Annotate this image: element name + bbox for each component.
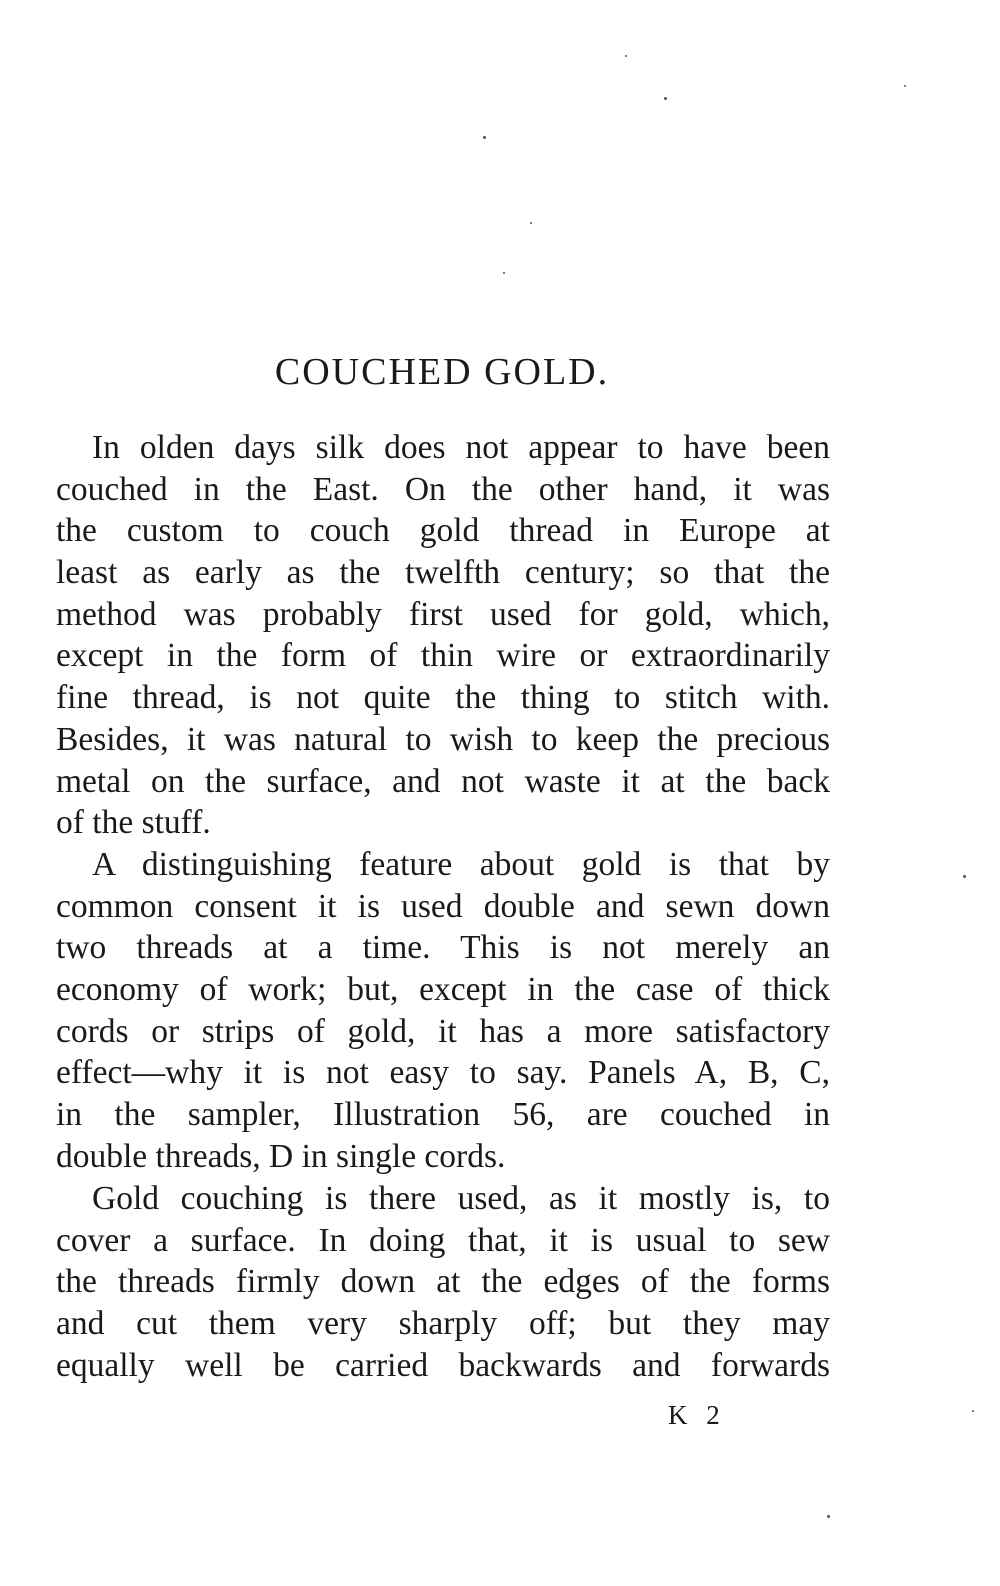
text-line: A distinguishing feature about gold is that by — [92, 846, 830, 883]
signature-mark: K 2 — [668, 1400, 726, 1430]
title-text: COUCHED GOLD. — [274, 351, 610, 393]
page-title — [0, 350, 1000, 394]
text-line: and cut them very sharply off; but they may — [56, 1305, 830, 1343]
print-speck — [664, 97, 667, 100]
print-speck — [827, 1515, 830, 1518]
text-line: two threads at a time. This is not merely an — [56, 929, 830, 967]
text-line: effect—why it is not easy to say. Panels A, B, C, — [56, 1054, 830, 1092]
text-line: of the stuff. — [56, 804, 211, 842]
print-speck — [904, 85, 906, 87]
text-line: common consent it is used double and sewn down — [56, 887, 830, 925]
text-line: economy of work; but, except in the case of thick — [56, 971, 830, 1009]
text-line: the threads firmly down at the edges of the forms — [56, 1263, 830, 1301]
print-speck — [972, 1410, 974, 1412]
paragraph-1 — [56, 427, 830, 844]
text-line: the custom to couch gold thread in Europe at — [56, 512, 830, 550]
print-speck — [483, 136, 486, 139]
print-speck — [625, 55, 627, 57]
text-line: metal on the surface, and not waste it at the back — [56, 762, 830, 800]
text-line: in the sampler, Illustration 56, are couched in — [56, 1096, 830, 1134]
text-line: double threads, D in single cords. — [56, 1137, 506, 1175]
text-line: cords or strips of gold, it has a more satisfactory — [56, 1012, 830, 1050]
print-speck — [503, 272, 505, 274]
text-line: equally well be carried backwards and forwards — [56, 1346, 830, 1384]
paragraph-2 — [56, 844, 830, 1178]
text-line: least as early as the twelfth century; so that the — [56, 554, 830, 592]
text-line: method was probably first used for gold, which, — [56, 595, 830, 633]
text-line: In olden days silk does not appear to have been — [92, 429, 830, 466]
text-line: Besides, it was natural to wish to keep the precious — [56, 720, 830, 758]
text-line: fine thread, is not quite the thing to stitch with. — [56, 679, 830, 717]
paragraph-3 — [56, 1178, 830, 1386]
text-line: except in the form of thin wire or extraordinarily — [56, 637, 830, 675]
print-speck — [530, 222, 532, 224]
text-line: couched in the East. On the other hand, it was — [56, 470, 830, 508]
text-line: Gold couching is there used, as it mostly is, to — [92, 1180, 830, 1217]
print-speck — [963, 875, 966, 878]
text-line: cover a surface. In doing that, it is usual to sew — [56, 1221, 830, 1259]
